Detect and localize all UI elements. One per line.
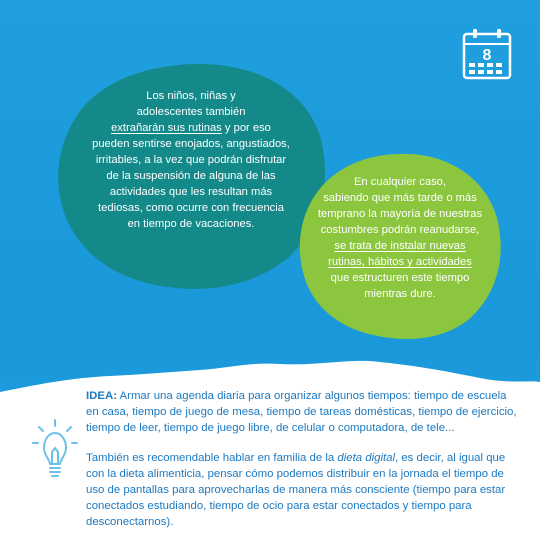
teal-line-1: Los niños, niñas y: [146, 90, 236, 102]
dieta-digital-emphasis: dieta digital: [337, 452, 396, 464]
green-line-5: [300, 238, 500, 254]
teal-line-5: irritables, a la vez que podrán disfrutar: [95, 154, 287, 166]
calendar-icon: [462, 28, 512, 80]
green-line-4: costumbres podrán reanudarse,: [320, 224, 480, 236]
teal-line-9: en tiempo de vacaciones.: [127, 218, 255, 230]
teal-bubble-text: [62, 88, 320, 232]
para2-before: También es recomendable hablar en familia de la: [86, 452, 338, 464]
idea-paragraph: [86, 388, 518, 436]
idea-body: Armar una agenda diaria para organizar algunos tiempos: tiempo de escuela en casa, tiempo de juego de mesa, tiempo de tareas domésticas, tiempo de ejercicio, tiempo de leer, tiempo de juego libre, de celular o computadora, de tele...: [86, 390, 517, 434]
green-line-8: mientras dure.: [364, 288, 436, 300]
light-bulb-icon: [30, 418, 80, 484]
page-number: 8: [482, 47, 492, 64]
teal-line-6: de la suspensión de alguna de las: [106, 170, 276, 182]
rutinas-habitos-underlined: rutinas, hábitos y actividades: [328, 256, 472, 268]
dieta-digital-paragraph: [86, 450, 518, 530]
teal-line-7: actividades que les resultan más: [109, 186, 273, 198]
green-line-7: que estructuren este tiempo: [330, 272, 470, 284]
teal-line-8: tediosas, como ocurre con frecuencia: [98, 202, 284, 214]
green-bubble-text: [300, 174, 500, 302]
teal-line-4: pueden sentirse enojados, angustiados,: [92, 138, 290, 150]
teal-line-3: [62, 120, 320, 136]
green-line-6: [300, 254, 500, 270]
teal-line-3-rest: y por eso: [221, 122, 271, 134]
para2-after: , es decir, al igual que con la dieta alimenticia, pensar cómo podemos distribuir en la jornada el tiempo de uso de pantallas para aprovecharlas de manera más consciente (tiempo para estar conectados estudiando, tiempo de ocio para estar conectados y tiempo para desconectarnos).: [86, 452, 506, 528]
green-line-1: En cualquier caso,: [353, 176, 447, 188]
teal-line-2: adolescentes también: [136, 106, 246, 118]
idea-label: IDEA:: [86, 390, 118, 402]
instalar-nuevas-underlined: se trata de instalar nuevas: [334, 240, 466, 252]
extranaran-rutinas-underlined: extrañarán sus rutinas: [111, 122, 222, 134]
green-line-3: temprano la mayoría de nuestras: [317, 208, 483, 220]
green-line-2: sabiendo que más tarde o más: [323, 192, 477, 204]
